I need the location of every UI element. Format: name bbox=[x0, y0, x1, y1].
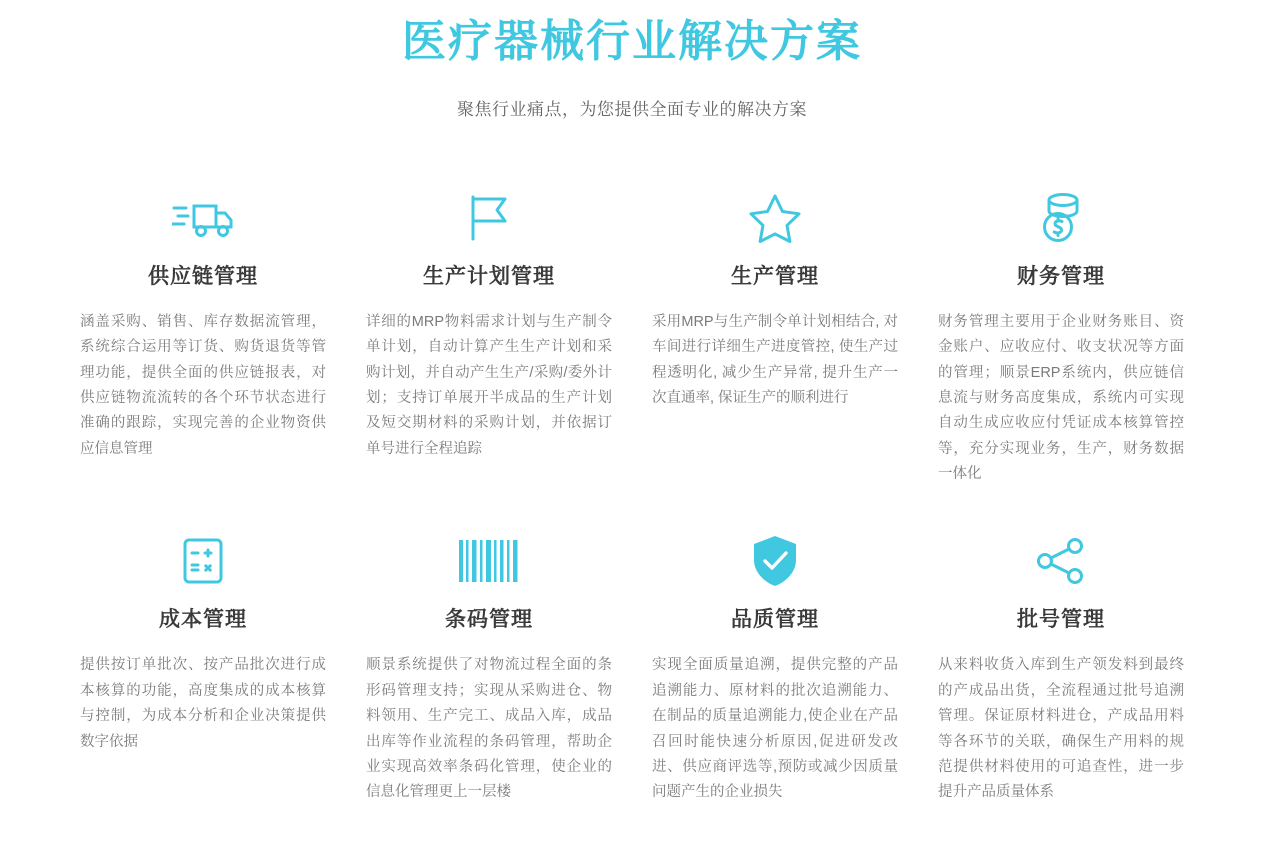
feature-desc: 顺景系统提供了对物流过程全面的条形码管理支持；实现从采购进仓、物料领用、生产完工、成品入库，成品出库等作业流程的条码管理，帮助企业实现高效率条码化管理，使企业的信息化管理更上一层楼 bbox=[366, 657, 612, 801]
star-icon bbox=[648, 182, 902, 254]
truck-icon bbox=[76, 182, 330, 254]
feature-card bbox=[632, 182, 918, 488]
share-nodes-icon bbox=[934, 525, 1188, 597]
feature-desc: 财务管理主要用于企业财务账目、资金账户、应收应付、收支状况等方面的管理；顺景ERP系统内，供应链信息流与财务高度集成，系统内可实现自动生成应收应付凭证成本核算管控等，充分实现业务，生产，财务数据一体化 bbox=[938, 313, 1184, 483]
feature-title: 财务管理 bbox=[1017, 264, 1105, 288]
page-title: 医疗器械行业解决方案 bbox=[402, 17, 862, 66]
feature-card bbox=[60, 525, 346, 805]
feature-title: 生产计划管理 bbox=[423, 264, 555, 288]
feature-card bbox=[918, 182, 1204, 488]
feature-desc: 采用MRP与生产制令单计划相结合, 对车间进行详细生产进度管控, 使生产过程透明化, 减少生产异常, 提升生产一次直通率, 保证生产的顺利进行 bbox=[652, 313, 898, 406]
feature-desc: 实现全面质量追溯，提供完整的产品追溯能力、原材料的批次追溯能力、在制品的质量追溯能力,使企业在产品召回时能快速分析原因,促进研发改进、供应商评选等,预防或减少因质量问题产生的企业损失 bbox=[652, 657, 898, 801]
calculator-icon bbox=[76, 525, 330, 597]
page-subtitle: 聚焦行业痛点，为您提供全面专业的解决方案 bbox=[457, 99, 807, 119]
flag-icon bbox=[362, 182, 616, 254]
feature-title: 成本管理 bbox=[159, 608, 247, 632]
feature-card bbox=[60, 182, 346, 488]
feature-title: 品质管理 bbox=[731, 608, 819, 632]
feature-title: 条码管理 bbox=[445, 608, 533, 632]
barcode-icon bbox=[362, 525, 616, 597]
feature-desc: 提供按订单批次、按产品批次进行成本核算的功能，高度集成的成本核算与控制，为成本分析和企业决策提供数字依据 bbox=[80, 657, 326, 750]
feature-desc: 详细的MRP物料需求计划与生产制令单计划，自动计算产生生产计划和采购计划，并自动产生生产/采购/委外计划；支持订单展开半成品的生产计划及短交期材料的采购计划，并依据订单号进行全程追踪 bbox=[366, 313, 612, 457]
feature-desc: 从来料收货入库到生产领发料到最终的产成品出货，全流程通过批号追溯管理。保证原材料进仓，产成品用料等各环节的关联，确保生产用料的规范提供材料使用的可追查性，进一步提升产品质量体系 bbox=[938, 657, 1184, 801]
feature-grid bbox=[0, 182, 1264, 806]
feature-title: 批号管理 bbox=[1017, 608, 1105, 632]
page-header bbox=[0, 0, 1264, 120]
feature-card bbox=[346, 182, 632, 488]
feature-card bbox=[632, 525, 918, 805]
feature-title: 生产管理 bbox=[731, 264, 819, 288]
feature-card bbox=[918, 525, 1204, 805]
feature-desc: 涵盖采购、销售、库存数据流管理，系统综合运用等订货、购货退货等管理功能，提供全面的供应链报表，对供应链物流流转的各个环节状态进行准确的跟踪，实现完善的企业物资供应信息管理 bbox=[80, 313, 326, 457]
shield-icon bbox=[648, 525, 902, 597]
feature-card bbox=[346, 525, 632, 805]
feature-title: 供应链管理 bbox=[148, 264, 258, 288]
coin-dollar-icon bbox=[934, 182, 1188, 254]
